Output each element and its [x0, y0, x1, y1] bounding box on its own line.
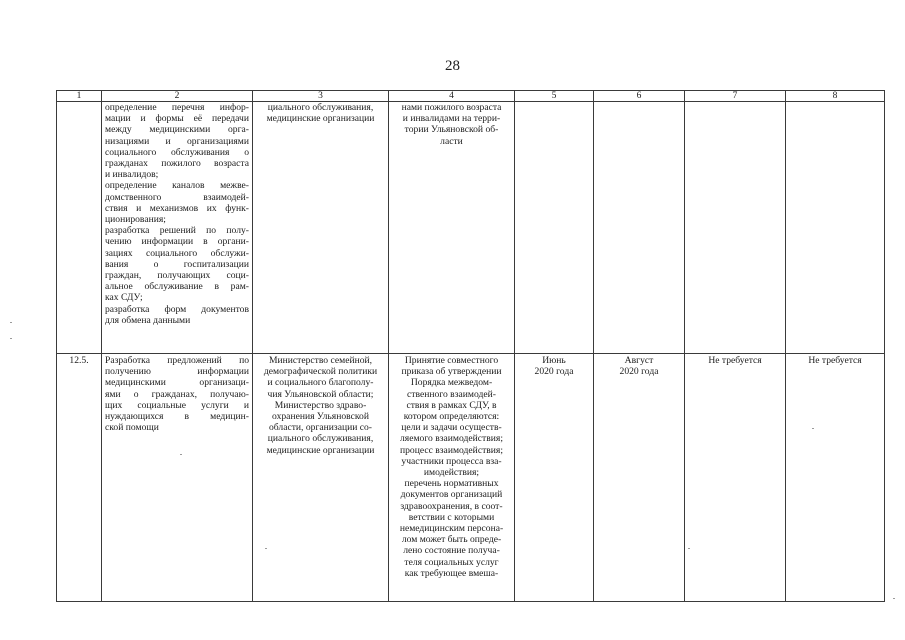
text-line: гражданах пожилого возраста: [105, 158, 249, 170]
text-line: циального обслуживания,: [267, 433, 374, 445]
text-line: Министерство здраво-: [274, 399, 367, 411]
text-line: ветствии с которыми: [408, 511, 495, 523]
text-line: ствия и механизмов их функ-: [105, 202, 249, 214]
page-number: 28: [445, 58, 460, 74]
cell-col-7: [685, 102, 786, 354]
text-line: между медицинскими орга-: [105, 124, 249, 136]
text-line: Принятие совместного: [404, 355, 499, 366]
text-line: вания о госпитализации: [105, 258, 249, 270]
table-header-row: [57, 91, 885, 102]
text-line: чению информации в органи-: [105, 236, 249, 248]
text-line: 2020 года: [619, 366, 659, 378]
text-line: лено состояние получа-: [403, 545, 500, 557]
text-line: нами пожилого возраста: [401, 102, 502, 113]
text-line: и инвалидов;: [105, 169, 159, 181]
text-line: теля социальных услуг: [404, 556, 499, 568]
text-line: тории Ульяновской об-: [404, 124, 499, 136]
cell-responsible: [253, 102, 389, 354]
text-line: ляемого взаимодействия;: [400, 433, 503, 445]
text-line: домственного взаимодей-: [105, 191, 249, 203]
text-line: охранения Ульяновской: [272, 411, 369, 423]
cell-start-date: [515, 354, 594, 602]
cell-measure: [102, 354, 253, 602]
cell-col-8: Не требуется: [786, 354, 885, 602]
text-line: процесс взаимодействия;: [399, 444, 504, 456]
text-line: демографической политики: [263, 366, 378, 378]
text-line: области, организации со-: [268, 422, 373, 434]
cell-end-date: [594, 354, 685, 602]
text-line: приказа об утверждении: [401, 366, 502, 378]
text-line: низациями и организациями: [105, 135, 249, 147]
text-line: Август: [624, 355, 654, 366]
text-line: циального обслуживания,: [267, 102, 374, 113]
text-line: перечень нормативных: [404, 478, 499, 490]
header-col-7: 7: [685, 91, 786, 102]
cell-start-date: [515, 102, 594, 354]
text-line: Министерство семейной,: [268, 355, 373, 366]
table-row-continued: [57, 102, 885, 354]
text-line: Июнь: [542, 355, 566, 366]
text-line: и инвалидами на терри-: [402, 113, 501, 125]
text-line: нуждающихся в медицин-: [105, 411, 249, 423]
scan-speck: [180, 454, 182, 455]
text-line: ласти: [440, 135, 463, 147]
cell-measure: [102, 102, 253, 354]
scan-speck: [812, 428, 814, 429]
header-col-2: 2: [102, 91, 253, 102]
text-line: щих социальные услуги и: [105, 399, 249, 411]
text-line: здравоохранения, в соот-: [400, 500, 503, 512]
text-line: Порядка межведом-: [410, 377, 493, 389]
header-col-3: 3: [253, 91, 389, 102]
text-line: для обмена данными: [105, 314, 191, 326]
text-line: зациях социального обслужи-: [105, 247, 249, 259]
header-col-4: 4: [389, 91, 515, 102]
scan-speck: [893, 598, 895, 599]
text-line: разработка решений по полу-: [105, 225, 249, 237]
scan-speck: [10, 338, 12, 339]
cell-result: [389, 102, 515, 354]
scan-speck: [10, 322, 12, 323]
plan-table: [56, 90, 885, 602]
text-line: котором определяются:: [403, 411, 500, 423]
header-col-5: 5: [515, 91, 594, 102]
text-line: медицинскими организаци-: [105, 377, 249, 389]
text-line: медицинские организации: [266, 444, 375, 456]
text-line: граждан, получающих соци-: [105, 270, 249, 282]
text-line: медицинские организации: [266, 113, 375, 125]
header-col-8: 8: [786, 91, 885, 102]
text-line: альное обслуживание в рам-: [105, 281, 249, 293]
text-line: документов организаций: [400, 489, 503, 501]
text-line: цели и задачи осуществ-: [401, 422, 502, 434]
table-row-12-5: [57, 354, 885, 602]
text-line: ствия в рамках СДУ, в: [406, 399, 497, 411]
text-line: и социального благополу-: [267, 377, 374, 389]
text-line: Разработка предложений по: [105, 355, 249, 366]
cell-col-7: Не требуется: [685, 354, 786, 602]
text-line: ственного взаимодей-: [407, 388, 496, 400]
text-line: как требующее вмеша-: [404, 567, 499, 579]
text-line: социального обслуживания о: [105, 146, 249, 158]
header-col-1: 1: [57, 91, 102, 102]
text-line: чия Ульяновской области;: [267, 388, 374, 400]
cell-responsible: [253, 354, 389, 602]
text-line: имодействия;: [423, 467, 480, 479]
text-line: определение перечня инфор-: [105, 102, 249, 113]
cell-number: [57, 102, 102, 354]
text-line: ями о гражданах, получаю-: [105, 388, 249, 400]
text-line: ской помощи: [105, 422, 159, 434]
text-line: мации и формы её передачи: [105, 113, 249, 125]
text-line: разработка форм документов: [105, 303, 249, 315]
cell-result: [389, 354, 515, 602]
cell-number: 12.5.: [57, 354, 102, 602]
text-line: ках СДУ;: [105, 292, 143, 304]
text-line: лом может быть опреде-: [401, 534, 502, 546]
text-line: участники процесса вза-: [401, 455, 502, 467]
scan-speck: [265, 548, 267, 549]
scan-speck: [688, 548, 690, 549]
text-line: получению информации: [105, 366, 249, 378]
text-line: 2020 года: [534, 366, 574, 378]
text-line: определение каналов межве-: [105, 180, 249, 192]
cell-end-date: [594, 102, 685, 354]
header-col-6: 6: [594, 91, 685, 102]
text-line: немедицинским персона-: [399, 523, 504, 535]
cell-col-8: [786, 102, 885, 354]
text-line: ционирования;: [105, 214, 166, 226]
